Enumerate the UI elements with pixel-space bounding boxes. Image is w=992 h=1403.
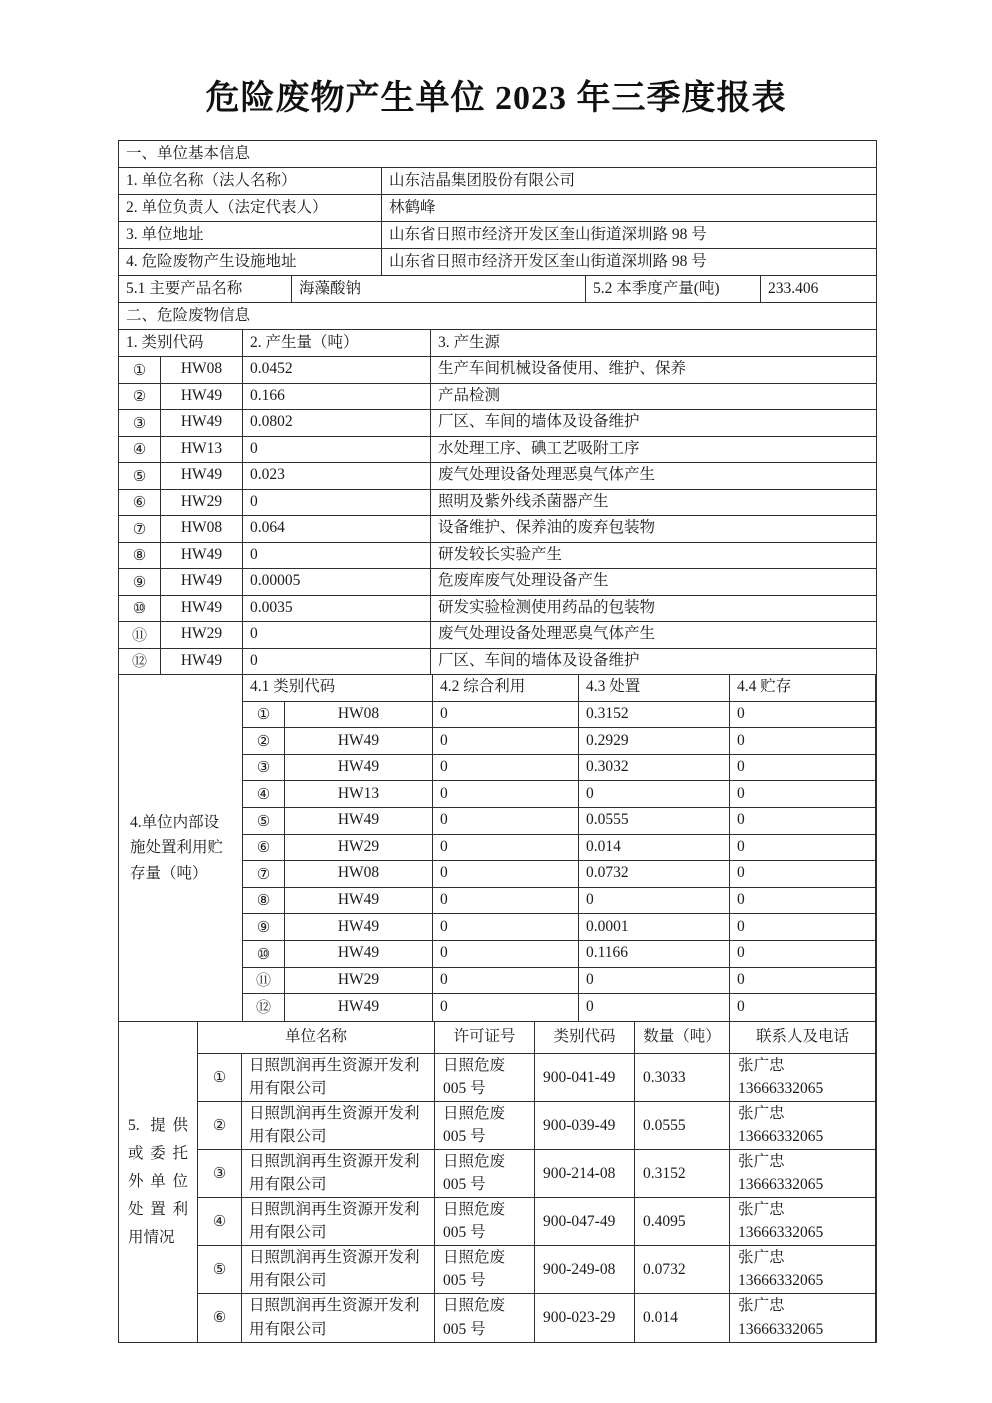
disposal-value: 0 — [579, 888, 730, 914]
quantity-value: 0.3152 — [635, 1150, 730, 1197]
row-number: ⑫ — [119, 649, 161, 675]
category-code: 900-039-49 — [535, 1102, 635, 1149]
quarter-output-label: 5.2 本季度产量(吨) — [586, 276, 761, 302]
field-value: 山东省日照市经济开发区奎山街道深圳路 98 号 — [389, 225, 707, 243]
waste-code: HW49 — [161, 463, 243, 489]
field-label: 1. 单位名称（法人名称） — [119, 168, 382, 194]
waste-source: 生产车间机械设备使用、维护、保养 — [438, 360, 687, 378]
comprehensive-use-value: 0 — [433, 914, 579, 940]
waste-code: HW29 — [285, 968, 433, 994]
external-disposal-table — [198, 1022, 876, 1342]
external-disposal-row — [198, 1198, 876, 1246]
waste-row — [119, 463, 876, 490]
contact-name: 张广忠 — [738, 1200, 785, 1218]
waste-row — [119, 516, 876, 543]
waste-code: HW49 — [285, 941, 433, 967]
waste-source: 厂区、车间的墙体及设备维护 — [438, 413, 640, 431]
waste-amount: 0.0035 — [243, 596, 431, 622]
disposal-value: 0.0555 — [579, 808, 730, 834]
internal-disposal-section — [119, 675, 876, 1022]
waste-code: HW29 — [161, 622, 243, 648]
waste-row — [119, 622, 876, 649]
waste-code: HW08 — [161, 516, 243, 542]
comprehensive-use-value: 0 — [433, 702, 579, 728]
row-number: ⑧ — [243, 888, 285, 914]
storage-value: 0 — [730, 968, 876, 994]
license-no: 日照危废005 号 — [435, 1054, 535, 1101]
category-code: 900-214-08 — [535, 1150, 635, 1197]
category-code: 900-041-49 — [535, 1054, 635, 1101]
comprehensive-use-value: 0 — [433, 861, 579, 887]
contact-info — [730, 1198, 876, 1245]
internal-disposal-row — [243, 994, 876, 1021]
comprehensive-use-value: 0 — [433, 968, 579, 994]
field-value: 山东省日照市经济开发区奎山街道深圳路 98 号 — [389, 252, 707, 270]
row-number: ③ — [119, 410, 161, 436]
quantity-value: 0.0732 — [635, 1246, 730, 1293]
storage-value: 0 — [730, 888, 876, 914]
row-number: ⑥ — [119, 490, 161, 516]
product-name-value: 海藻酸钠 — [292, 276, 586, 302]
row-number: ④ — [119, 437, 161, 463]
company-name: 日照凯润再生资源开发利用有限公司 — [242, 1150, 435, 1197]
waste-code: HW49 — [161, 649, 243, 675]
header-storage: 4.4 贮存 — [730, 675, 876, 701]
waste-amount: 0 — [243, 622, 431, 648]
waste-table-header-row — [119, 330, 876, 357]
comprehensive-use-value: 0 — [433, 808, 579, 834]
internal-disposal-row — [243, 941, 876, 968]
row-number: ② — [198, 1102, 242, 1149]
waste-source: 厂区、车间的墙体及设备维护 — [438, 651, 640, 669]
row-number: ⑪ — [243, 968, 285, 994]
external-disposal-label: 5. 提供或委托外单位处置利用情况 — [119, 1022, 198, 1342]
header-comprehensive-use: 4.2 综合利用 — [433, 675, 579, 701]
quantity-value: 0.3033 — [635, 1054, 730, 1101]
row-number: ① — [198, 1054, 242, 1101]
category-code: 900-249-08 — [535, 1246, 635, 1293]
header-generated-amount: 2. 产生量（吨） — [243, 330, 431, 356]
waste-amount: 0 — [243, 437, 431, 463]
internal-disposal-header-row — [243, 675, 876, 702]
internal-disposal-row — [243, 781, 876, 808]
waste-row — [119, 357, 876, 384]
waste-row — [119, 596, 876, 623]
waste-code: HW13 — [285, 781, 433, 807]
waste-amount: 0.166 — [243, 384, 431, 410]
waste-amount: 0.0452 — [243, 357, 431, 383]
waste-row — [119, 649, 876, 676]
internal-disposal-row — [243, 968, 876, 995]
field-label: 2. 单位负责人（法定代表人） — [119, 195, 382, 221]
comprehensive-use-value: 0 — [433, 835, 579, 861]
disposal-value: 0.2929 — [579, 728, 730, 754]
storage-value: 0 — [730, 781, 876, 807]
comprehensive-use-value: 0 — [433, 728, 579, 754]
report-table — [118, 140, 877, 1343]
contact-name: 张广忠 — [738, 1104, 785, 1122]
header-quantity: 数量（吨） — [635, 1022, 730, 1053]
header-category-code: 类别代码 — [535, 1022, 635, 1053]
internal-disposal-row — [243, 755, 876, 782]
contact-name: 张广忠 — [738, 1152, 785, 1170]
row-number: ⑫ — [243, 994, 285, 1021]
waste-row — [119, 437, 876, 464]
waste-amount: 0 — [243, 649, 431, 675]
row-number: ① — [119, 357, 161, 383]
waste-amount: 0 — [243, 490, 431, 516]
waste-source: 危废库废气处理设备产生 — [438, 572, 609, 590]
contact-name: 张广忠 — [738, 1056, 785, 1074]
header-contact: 联系人及电话 — [730, 1022, 876, 1053]
contact-name: 张广忠 — [738, 1297, 785, 1315]
waste-row — [119, 384, 876, 411]
comprehensive-use-value: 0 — [433, 755, 579, 781]
row-number: ⑤ — [243, 808, 285, 834]
waste-code: HW49 — [161, 410, 243, 436]
external-disposal-row — [198, 1294, 876, 1342]
row-number: ⑤ — [119, 463, 161, 489]
disposal-value: 0 — [579, 994, 730, 1021]
waste-source: 设备维护、保养油的废弃包装物 — [438, 519, 656, 537]
contact-info — [730, 1102, 876, 1149]
header-category-code: 1. 类别代码 — [119, 330, 243, 356]
internal-disposal-row — [243, 888, 876, 915]
internal-disposal-row — [243, 835, 876, 862]
disposal-value: 0 — [579, 968, 730, 994]
basic-info-row — [119, 195, 876, 222]
row-number: ③ — [243, 755, 285, 781]
internal-disposal-row — [243, 808, 876, 835]
row-number: ⑦ — [119, 516, 161, 542]
header-license-no: 许可证号 — [435, 1022, 535, 1053]
company-name: 日照凯润再生资源开发利用有限公司 — [242, 1198, 435, 1245]
waste-code: HW49 — [161, 596, 243, 622]
row-number: ⑨ — [243, 914, 285, 940]
contact-phone: 13666332065 — [738, 1176, 824, 1194]
storage-value: 0 — [730, 941, 876, 967]
field-value: 山东洁晶集团股份有限公司 — [389, 171, 576, 189]
waste-code: HW49 — [285, 755, 433, 781]
license-no: 日照危废005 号 — [435, 1102, 535, 1149]
waste-code: HW49 — [285, 808, 433, 834]
row-number: ⑥ — [243, 835, 285, 861]
waste-row — [119, 543, 876, 570]
product-row — [119, 276, 876, 303]
internal-disposal-row — [243, 702, 876, 729]
waste-amount: 0.064 — [243, 516, 431, 542]
comprehensive-use-value: 0 — [433, 994, 579, 1021]
field-label: 4. 危险废物产生设施地址 — [119, 249, 382, 275]
waste-source: 废气处理设备处理恶臭气体产生 — [438, 466, 656, 484]
license-no: 日照危废005 号 — [435, 1294, 535, 1342]
waste-amount: 0.0802 — [243, 410, 431, 436]
contact-phone: 13666332065 — [738, 1272, 824, 1290]
internal-disposal-label: 4.单位内部设施处置利用贮存量（吨） — [119, 675, 243, 1021]
waste-amount: 0 — [243, 543, 431, 569]
quantity-value: 0.4095 — [635, 1198, 730, 1245]
waste-code: HW08 — [285, 861, 433, 887]
storage-value: 0 — [730, 728, 876, 754]
row-number: ⑧ — [119, 543, 161, 569]
license-no: 日照危废005 号 — [435, 1198, 535, 1245]
company-name: 日照凯润再生资源开发利用有限公司 — [242, 1294, 435, 1342]
external-disposal-row — [198, 1102, 876, 1150]
waste-row — [119, 490, 876, 517]
license-no: 日照危废005 号 — [435, 1246, 535, 1293]
waste-source: 研发实验检测使用药品的包装物 — [438, 598, 656, 616]
waste-source: 废气处理设备处理恶臭气体产生 — [438, 625, 656, 643]
external-disposal-row — [198, 1054, 876, 1102]
header-company-name: 单位名称 — [198, 1022, 435, 1053]
external-disposal-section — [119, 1022, 876, 1342]
disposal-value: 0.0732 — [579, 861, 730, 887]
row-number: ④ — [198, 1198, 242, 1245]
waste-row — [119, 410, 876, 437]
waste-source: 照明及紫外线杀菌器产生 — [438, 492, 609, 510]
contact-phone: 13666332065 — [738, 1128, 824, 1146]
disposal-value: 0 — [579, 781, 730, 807]
product-name-label: 5.1 主要产品名称 — [119, 276, 292, 302]
company-name: 日照凯润再生资源开发利用有限公司 — [242, 1246, 435, 1293]
category-code: 900-023-29 — [535, 1294, 635, 1342]
contact-info — [730, 1054, 876, 1101]
storage-value: 0 — [730, 861, 876, 887]
contact-info — [730, 1246, 876, 1293]
waste-source: 研发较长实验产生 — [438, 545, 563, 563]
comprehensive-use-value: 0 — [433, 888, 579, 914]
header-code: 4.1 类别代码 — [243, 675, 433, 701]
disposal-value: 0.3032 — [579, 755, 730, 781]
field-label: 3. 单位地址 — [119, 222, 382, 248]
internal-disposal-row — [243, 914, 876, 941]
waste-code: HW49 — [285, 728, 433, 754]
internal-disposal-table — [243, 675, 876, 1021]
comprehensive-use-value: 0 — [433, 781, 579, 807]
row-number: ③ — [198, 1150, 242, 1197]
storage-value: 0 — [730, 994, 876, 1021]
contact-info — [730, 1294, 876, 1342]
row-number: ⑦ — [243, 861, 285, 887]
comprehensive-use-value: 0 — [433, 941, 579, 967]
storage-value: 0 — [730, 702, 876, 728]
quantity-value: 0.0555 — [635, 1102, 730, 1149]
waste-code: HW49 — [161, 569, 243, 595]
contact-phone: 13666332065 — [738, 1320, 824, 1338]
field-value: 林鹤峰 — [389, 198, 436, 216]
page-title: 危险废物产生单位 2023 年三季度报表 — [205, 80, 787, 117]
row-number: ⑤ — [198, 1246, 242, 1293]
quantity-value: 0.014 — [635, 1294, 730, 1342]
internal-disposal-row — [243, 728, 876, 755]
disposal-value: 0.1166 — [579, 941, 730, 967]
waste-code: HW08 — [285, 702, 433, 728]
waste-source: 水处理工序、碘工艺吸附工序 — [438, 439, 640, 457]
contact-info — [730, 1150, 876, 1197]
header-disposal: 4.3 处置 — [579, 675, 730, 701]
header-generation-source: 3. 产生源 — [438, 333, 501, 351]
waste-code: HW49 — [161, 384, 243, 410]
waste-code: HW29 — [285, 835, 433, 861]
external-disposal-header-row — [198, 1022, 876, 1054]
disposal-value: 0.014 — [579, 835, 730, 861]
license-no: 日照危废005 号 — [435, 1150, 535, 1197]
waste-row — [119, 569, 876, 596]
waste-code: HW13 — [161, 437, 243, 463]
waste-code: HW08 — [161, 357, 243, 383]
internal-disposal-row — [243, 861, 876, 888]
company-name: 日照凯润再生资源开发利用有限公司 — [242, 1102, 435, 1149]
basic-info-row — [119, 249, 876, 276]
waste-code: HW49 — [285, 994, 433, 1021]
external-disposal-row — [198, 1150, 876, 1198]
basic-info-row — [119, 168, 876, 195]
contact-phone: 13666332065 — [738, 1224, 824, 1242]
basic-info-row — [119, 222, 876, 249]
waste-source: 产品检测 — [438, 386, 501, 404]
waste-code: HW49 — [285, 888, 433, 914]
external-disposal-row — [198, 1246, 876, 1294]
company-name: 日照凯润再生资源开发利用有限公司 — [242, 1054, 435, 1101]
row-number: ⑨ — [119, 569, 161, 595]
storage-value: 0 — [730, 835, 876, 861]
waste-code: HW29 — [161, 490, 243, 516]
section2-heading-row — [119, 303, 876, 330]
waste-code: HW49 — [161, 543, 243, 569]
row-number: ④ — [243, 781, 285, 807]
contact-name: 张广忠 — [738, 1248, 785, 1266]
disposal-value: 0.3152 — [579, 702, 730, 728]
row-number: ⑥ — [198, 1294, 242, 1342]
section2-heading: 二、危险废物信息 — [126, 306, 251, 324]
storage-value: 0 — [730, 808, 876, 834]
storage-value: 0 — [730, 914, 876, 940]
row-number: ⑩ — [119, 596, 161, 622]
disposal-value: 0.0001 — [579, 914, 730, 940]
quarter-output-value: 233.406 — [768, 279, 819, 297]
row-number: ① — [243, 702, 285, 728]
waste-amount: 0.00005 — [243, 569, 431, 595]
section1-heading: 一、单位基本信息 — [126, 144, 251, 162]
category-code: 900-047-49 — [535, 1198, 635, 1245]
row-number: ⑪ — [119, 622, 161, 648]
row-number: ② — [119, 384, 161, 410]
storage-value: 0 — [730, 755, 876, 781]
contact-phone: 13666332065 — [738, 1080, 824, 1098]
row-number: ⑩ — [243, 941, 285, 967]
waste-code: HW49 — [285, 914, 433, 940]
section1-heading-row — [119, 141, 876, 168]
row-number: ② — [243, 728, 285, 754]
waste-amount: 0.023 — [243, 463, 431, 489]
